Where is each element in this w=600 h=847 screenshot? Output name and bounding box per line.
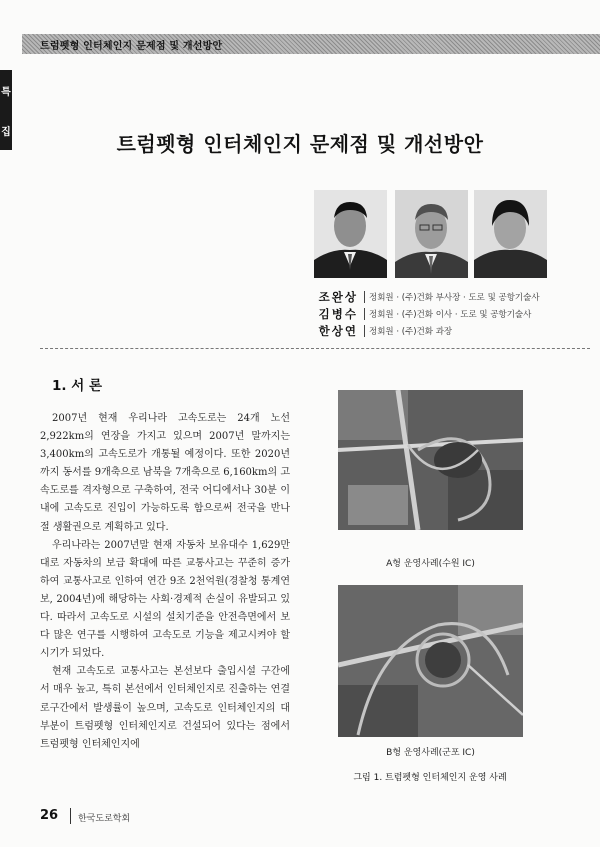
author-name: 조완상 — [318, 289, 358, 304]
section-heading: 1. 서 론 — [52, 378, 103, 394]
dotted-divider — [40, 348, 590, 349]
paragraph: 2007년 현재 우리나라 고속도로는 24개 노선 2,922km의 연장을 가지고 있으며 2007년 말까지는 3,400km의 고속도로가 개통될 예정이다. 또한 2020년까지 동서를 9개축으로 남북을 7개축으로 6,160km의 고속도로를 격자형으로 구축하여, 전국 어디에서나 30분 이내에 고속도로 진입이 가능하도록 함으로써 전국을 반나절 생활권으로 계획하고 있다. — [40, 413, 290, 533]
aerial-photo-suwon-ic — [338, 390, 523, 530]
author-affiliation: 정회원 · (주)건화 부사장 · 도로 및 공항기술사 — [369, 292, 540, 303]
author-row — [306, 288, 540, 305]
footer-separator — [70, 808, 71, 824]
journal-name: 한국도로학회 — [78, 814, 131, 824]
author-photo-3 — [474, 190, 547, 278]
paragraph: 우리나라는 2007년말 현재 자동차 보유대수 1,629만대로 자동차의 보급 확대에 따른 교통사고는 꾸준히 증가하여 교통사고로 인하여 연간 9조 2천억원(경찰청 통계연보, 2004년)에 해당하는 사회·경제적 손실이 유발되고 있다. 따라서 고속도로 시설의 설치기준을 안전측면에서 보다 많은 연구를 시행하여 고속도로 기능을 제고시켜야 할 시기가 되었다. — [40, 539, 290, 660]
author-name: 김병수 — [318, 306, 358, 321]
side-tab-char-1: 특 — [1, 86, 11, 98]
figure-caption-a: A형 운영사례(수원 IC) — [386, 559, 475, 569]
author-separator — [364, 291, 365, 303]
author-name: 한상연 — [318, 323, 358, 338]
body-text-column — [40, 410, 290, 754]
author-photo-1 — [314, 190, 387, 278]
author-affiliation: 정회원 · (주)건화 과장 — [369, 326, 453, 337]
aerial-photo-gunpo-ic — [338, 585, 523, 737]
figure-caption: 그림 1. 트럼펫형 인터체인지 운영 사례 — [353, 773, 507, 783]
author-row — [306, 305, 540, 322]
author-photo-2 — [395, 190, 468, 278]
figure-caption-b: B형 운영사례(군포 IC) — [386, 748, 475, 758]
article-title: 트럼펫형 인터체인지 문제점 및 개선방안 — [116, 132, 484, 156]
author-list — [306, 288, 540, 339]
page-number: 26 — [40, 808, 59, 823]
paragraph: 현재 고속도로 교통사고는 본선보다 출입시설 구간에서 매우 높고, 특히 본선에서 인터체인지로 진출하는 연결로구간에서 발생률이 높으며, 고속도로 인터체인지의 대부분이 트럼펫형 인터체인지로 건설되어 있다는 점에서 트럼펫형 인터체인지에 — [40, 666, 290, 750]
author-separator — [364, 325, 365, 337]
author-affiliation: 정회원 · (주)건화 이사 · 도로 및 공항기술사 — [369, 309, 532, 320]
author-row — [306, 322, 540, 339]
side-tab-char-2: 집 — [1, 126, 11, 138]
running-title: 트럼펫형 인터체인지 문제점 및 개선방안 — [40, 41, 223, 52]
author-separator — [364, 308, 365, 320]
